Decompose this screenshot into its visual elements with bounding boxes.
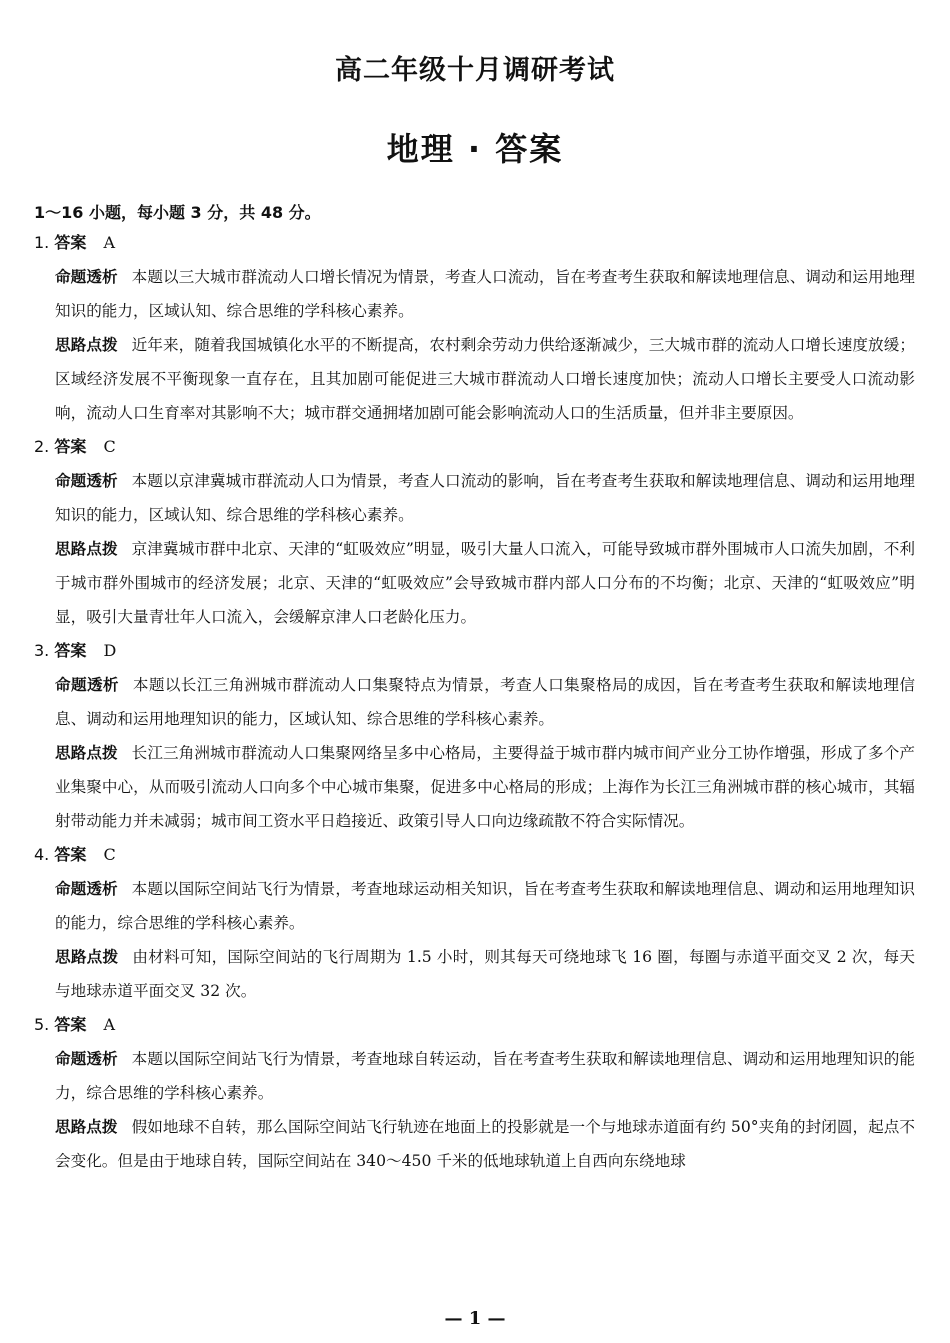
scoring-intro: 1～16 小题，每小题 3 分，共 48 分。 <box>34 203 321 222</box>
analysis-text: 本题以长江三角洲城市群流动人口集聚特点为情景，考查人口集聚格局的成因，旨在考查考生获取和解读地理信息、调动和运用地理知识的能力，区域认知、综合思维的学科核心素养。 <box>55 676 915 728</box>
question-5-hint <box>55 1110 915 1178</box>
question-5-analysis <box>55 1042 915 1110</box>
hint-text: 长江三角洲城市群流动人口集聚网络呈多中心格局，主要得益于城市群内城市间产业分工协作增强，形成了多个产业集聚中心，从而吸引流动人口向多个中心城市集聚，促进多中心格局的形成；上海作为长江三角洲城市群的核心城市，其辐射带动能力并未减弱；城市间工资水平日趋接近、政策引导人口向边缘疏散不符合实际情况。 <box>55 744 915 830</box>
question-2-answer <box>34 430 950 464</box>
question-3-hint <box>55 736 915 838</box>
question-number: 1. <box>34 233 50 252</box>
question-4-analysis <box>55 872 915 940</box>
hint-text: 京津冀城市群中北京、天津的“虹吸效应”明显，吸引大量人口流入，可能导致城市群外围城市人口流失加剧，不利于城市群外围城市的经济发展；北京、天津的“虹吸效应”会导致城市群内部人口分布的不均衡；北京、天津的“虹吸效应”明显，吸引大量青壮年人口流入，会缓解京津人口老龄化压力。 <box>55 540 915 626</box>
question-2-analysis <box>55 464 915 532</box>
hint-text: 由材料可知，国际空间站的飞行周期为 1.5 小时，则其每天可绕地球飞 16 圈，每圈与赤道平面交叉 2 次，每天与地球赤道平面交叉 32 次。 <box>55 948 915 1000</box>
page-number: — 1 — <box>444 1308 506 1329</box>
question-number: 4. <box>34 845 50 864</box>
question-3-analysis <box>55 668 915 736</box>
hint-label: 思路点拨 <box>55 336 118 354</box>
question-4-answer <box>34 838 950 872</box>
hint-label: 思路点拨 <box>55 1118 118 1136</box>
question-1-analysis <box>55 260 915 328</box>
question-number: 2. <box>34 437 50 456</box>
hint-label: 思路点拨 <box>55 744 118 762</box>
answer-value: A <box>103 233 116 252</box>
analysis-text: 本题以京津冀城市群流动人口为情景，考查人口流动的影响，旨在考查考生获取和解读地理信息、调动和运用地理知识的能力，区域认知、综合思维的学科核心素养。 <box>55 472 915 524</box>
analysis-label: 命题透析 <box>55 472 118 490</box>
hint-label: 思路点拨 <box>55 540 118 558</box>
answer-label: 答案 <box>54 845 87 864</box>
question-1-answer <box>34 226 950 260</box>
question-4-hint <box>55 940 915 1008</box>
hint-label: 思路点拨 <box>55 948 119 966</box>
question-3-answer <box>34 634 950 668</box>
analysis-text: 本题以国际空间站飞行为情景，考查地球自转运动，旨在考查考生获取和解读地理信息、调动和运用地理知识的能力，综合思维的学科核心素养。 <box>55 1050 915 1102</box>
analysis-text: 本题以国际空间站飞行为情景，考查地球运动相关知识，旨在考查考生获取和解读地理信息、调动和运用地理知识的能力，综合思维的学科核心素养。 <box>55 880 915 932</box>
subject-title: 地理 · 答案 <box>386 130 564 168</box>
question-2-hint <box>55 532 915 634</box>
answer-value: A <box>103 1015 116 1034</box>
answer-value: D <box>103 641 117 660</box>
answer-label: 答案 <box>54 437 87 456</box>
question-1-hint <box>55 328 915 430</box>
analysis-label: 命题透析 <box>55 1050 118 1068</box>
hint-text: 近年来，随着我国城镇化水平的不断提高，农村剩余劳动力供给逐渐减少，三大城市群的流动人口增长速度放缓；区域经济发展不平衡现象一直存在，且其加剧可能促进三大城市群流动人口增长速度加快；流动人口增长主要受人口流动影响，流动人口生育率对其影响不大；城市群交通拥堵加剧可能会影响流动人口的生活质量，但并非主要原因。 <box>55 336 915 422</box>
analysis-label: 命题透析 <box>55 676 119 694</box>
exam-title: 高二年级十月调研考试 <box>335 55 615 86</box>
question-number: 5. <box>34 1015 50 1034</box>
analysis-label: 命题透析 <box>55 268 118 286</box>
answer-label: 答案 <box>54 641 87 660</box>
analysis-label: 命题透析 <box>55 880 118 898</box>
question-list <box>0 226 950 1178</box>
answer-label: 答案 <box>54 1015 87 1034</box>
question-number: 3. <box>34 641 50 660</box>
question-5-answer <box>34 1008 950 1042</box>
hint-text: 假如地球不自转，那么国际空间站飞行轨迹在地面上的投影就是一个与地球赤道面有约 50°夹角的封闭圆，起点不会变化。但是由于地球自转，国际空间站在 340～450 千米的低地球轨道上自西向东绕地球 <box>55 1118 915 1170</box>
answer-value: C <box>103 845 116 864</box>
answer-label: 答案 <box>54 233 87 252</box>
analysis-text: 本题以三大城市群流动人口增长情况为情景，考查人口流动，旨在考查考生获取和解读地理信息、调动和运用地理知识的能力，区域认知、综合思维的学科核心素养。 <box>55 268 915 320</box>
answer-value: C <box>103 437 116 456</box>
